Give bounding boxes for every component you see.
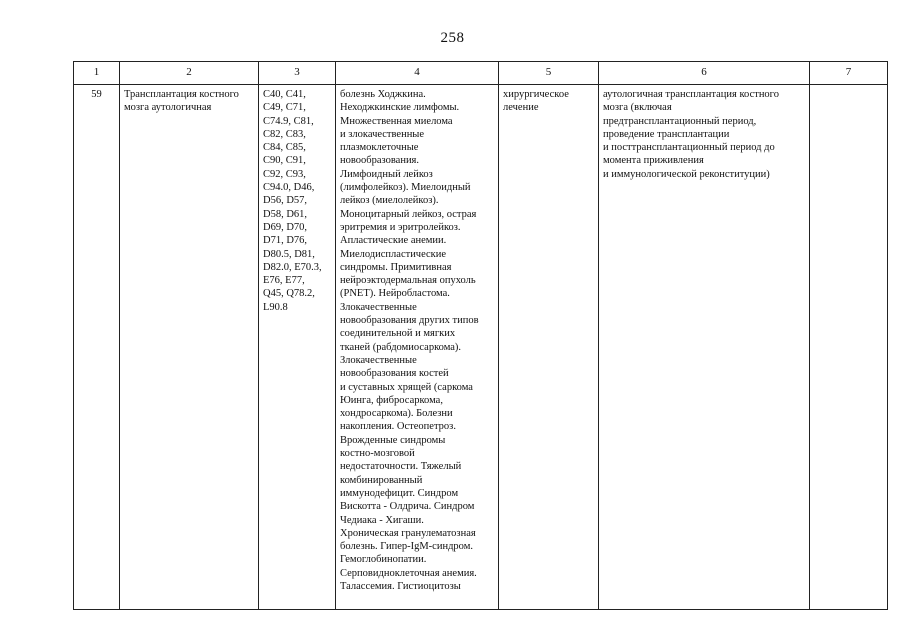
diseases-cell: болезнь Ходжкина. Неходжкинские лимфомы. Множественная миелома и злокачественные плазмоклеточные новообразования. Лимфоидный лейкоз (лимфолейкоз). Миелоидный лейкоз (миелолейкоз). Моноцитарный лейкоз, острая эритремия и эритролейкоз. Апластические анемии. Миелодиспластические синдромы. Примитивная нейроэктодермальная опухоль (PNET). Нейробластома. Злокачественные новообразования других типов соединительной и мягких тканей (рабдомиосаркома). Злокачественные новообразования костей и суставных хрящей (саркома Юинга, фибросаркома, хондросаркома). Болезни накопления. Остеопетроз. Врожденные синдромы костно-мозговой недостаточности. Тяжелый комбинированный иммунодефицит. Синдром Вискотта - Олдрича. Синдром Чедиака - Хигаши. Хроническая гранулематозная болезнь. Гипер-IgM-синдром. Гемоглобинопатии. Серповидноклеточная анемия. Талассемия. Гистиоцитозы	[336, 85, 499, 610]
header-cell-2: 2	[120, 62, 259, 85]
header-cell-3: 3	[259, 62, 336, 85]
table-row	[74, 85, 888, 610]
header-row	[74, 62, 888, 85]
header-cell-1: 1	[74, 62, 120, 85]
treatment-method-cell: аутологичная трансплантация костного мозга (включая предтрансплантационный период, проведение трансплантации и посттрансплантационный период до момента приживления и иммунологической реконституции)	[599, 85, 810, 610]
column-7-cell	[810, 85, 888, 610]
procedure-name-cell: Трансплантация костного мозга аутологичная	[120, 85, 259, 610]
treatment-type-cell: хирургическое лечение	[499, 85, 599, 610]
page-number: 258	[440, 30, 465, 46]
icd-codes-cell: C40, C41, C49, C71, C74.9, C81, C82, C83, C84, C85, C90, C91, C92, C93, C94.0, D46, D56, D57, D58, D61, D69, D70, D71, D76, D80.5, D81, D82.0, E70.3, E76, E77, Q45, Q78.2, L90.8	[259, 85, 336, 610]
header-cell-7: 7	[810, 62, 888, 85]
header-cell-5: 5	[499, 62, 599, 85]
header-cell-4: 4	[336, 62, 499, 85]
medical-care-table	[73, 61, 888, 610]
row-number-cell: 59	[74, 85, 120, 610]
header-cell-6: 6	[599, 62, 810, 85]
